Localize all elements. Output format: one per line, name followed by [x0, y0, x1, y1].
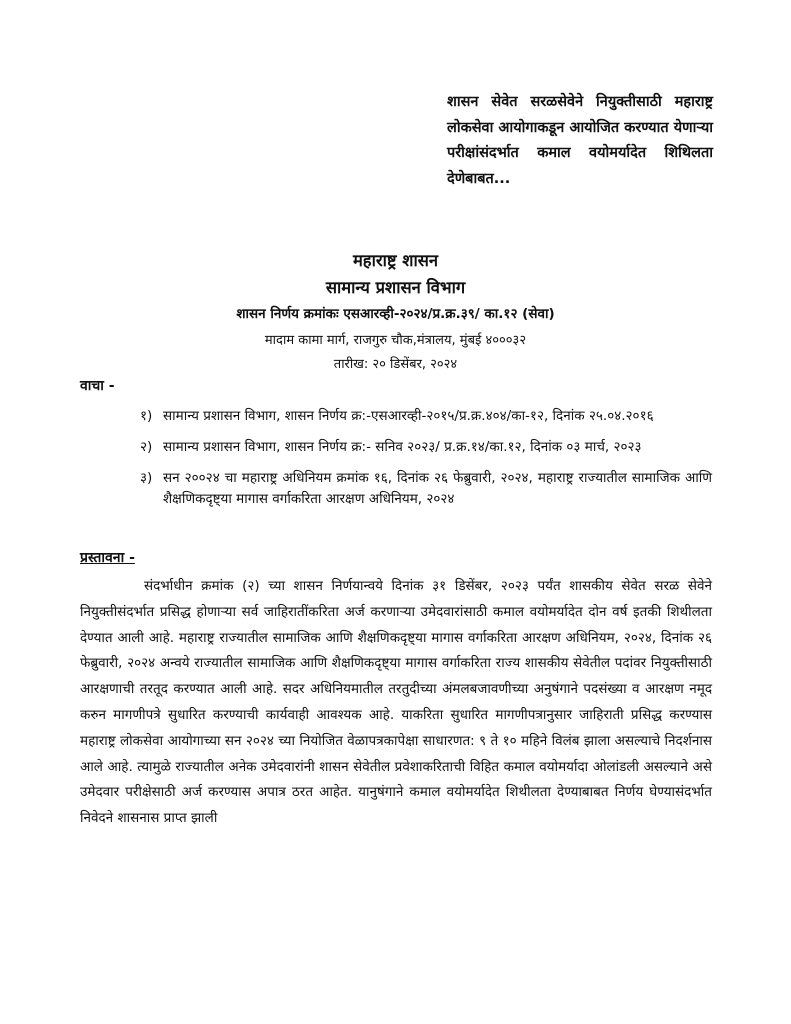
reference-item: [80, 468, 712, 510]
reference-number: १): [140, 408, 153, 424]
document-date: तारीख: २० डिसेंबर, २०२४: [333, 357, 458, 372]
reference-item: [80, 406, 712, 427]
reference-item: [80, 437, 712, 458]
reference-number: २): [140, 439, 153, 455]
reference-text: सामान्य प्रशासन विभाग, शासन निर्णय क्र:-एसआरव्ही-२०१५/प्र.क्र.४०४/का-१२, दिनांक २५.०४.२०१६: [163, 408, 654, 424]
reference-list: [80, 406, 712, 520]
subject-heading: शासन सेवेत सरळसेवेने नियुक्तीसाठी महाराष्ट्र लोकसेवा आयोगाकडून आयोजित करण्यात येणाऱ्या परीक्षांसंदर्भात कमाल वयोमर्यादेत शिथिलता देणेबाबत...: [447, 94, 713, 187]
reference-text: सामान्य प्रशासन विभाग, शासन निर्णय क्र:- सनिव २०२३/ प्र.क्र.१४/का.१२, दिनांक ०३ मार्च, २०२३: [163, 439, 642, 455]
read-heading: वाचा -: [80, 378, 115, 394]
preamble-paragraph: संदर्भाधीन क्रमांक (२) च्या शासन निर्णयान्वये दिनांक ३१ डिसेंबर, २०२३ पर्यंत शासकीय सेवेत सरळ सेवेने नियुक्तीसंदर्भात प्रसिद्ध होणाऱ्या सर्व जाहिरातींकरिता अर्ज करणाऱ्या उमेदवारांसाठी कमाल वयोमर्यादेत दोन वर्ष इतकी शिथीलता देण्यात आली आहे. महाराष्ट्र राज्यातील सामाजिक आणि शैक्षणिकदृष्ट्या मागास वर्गाकरिता आरक्षण अधिनियम, २०२४, दिनांक २६ फेब्रुवारी, २०२४ अन्वये राज्यातील सामाजिक आणि शैक्षणिकदृष्ट्या मागास वर्गाकरिता राज्य शासकीय सेवेतील पदांवर नियुक्तीसाठी आरक्षणाची तरतूद करण्यात आली आहे. सदर अधिनियमातील तरतुदीच्या अंमलबजावणीच्या अनुषंगाने पदसंख्या व आरक्षण नमूद करुन मागणीपत्रे सुधारित करण्याची कार्यवाही आवश्यक आहे. याकरिता सुधारित मागणीपत्रानुसार जाहिराती प्रसिद्ध करण्यास महाराष्ट्र लोकसेवा आयोगाच्या सन २०२४ च्या नियोजित वेळापत्रकापेक्षा साधारणत: ९ ते १० महिने विलंब झाला असल्याचे निदर्शनास आले आहे. त्यामुळे राज्यातील अनेक उमेदवारांनी शासन सेवेतील प्रवेशाकरिताची विहित कमाल वयोमर्यादा ओलांडली असल्याने असे उमेदवार परीक्षेसाठी अर्ज करण्यास अपात्र ठरत आहेत. यानुषंगाने कमाल वयोमर्यादेत शिथीलता देण्याबाबत निर्णय घेण्यासंदर्भात निवेदने शासनास प्राप्त झाली: [80, 578, 712, 827]
preamble-heading: प्रस्तावना -: [80, 550, 135, 566]
gr-number: शासन निर्णय क्रमांकः एसआरव्ही-२०२४/प्र.क्र.३९/ का.१२ (सेवा): [236, 306, 555, 322]
government-title: महाराष्ट्र शासन: [352, 251, 439, 270]
office-address: मादाम कामा मार्ग, राजगुरु चौक,मंत्रालय, मुंबई ४०००३२: [264, 333, 527, 348]
reference-text: सन २००२४ चा महाराष्ट्र अधिनियम क्रमांक १६, दिनांक २६ फेब्रुवारी, २०२४, महाराष्ट्र राज्यातील सामाजिक आणि शैक्षणिकदृष्ट्या मागास वर्गाकरिता आरक्षण अधिनियम, २०२४: [163, 470, 712, 507]
reference-number: ३): [140, 470, 153, 486]
department-title: सामान्य प्रशासन विभाग: [325, 278, 466, 297]
